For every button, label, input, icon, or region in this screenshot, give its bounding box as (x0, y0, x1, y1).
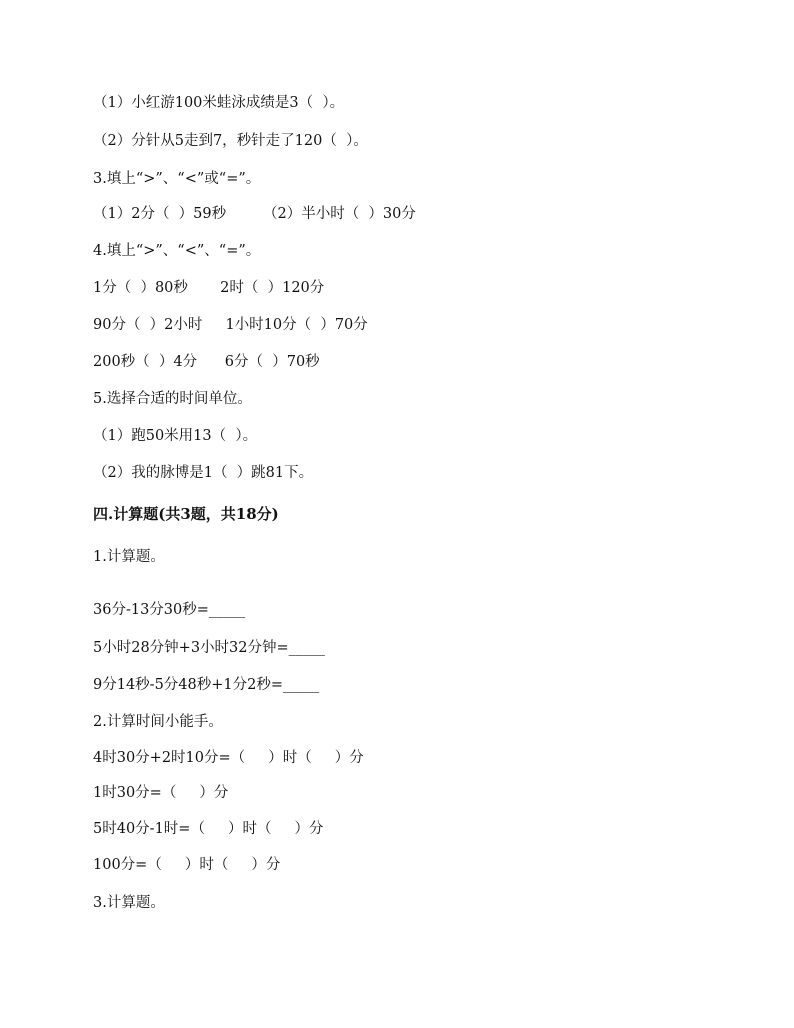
equation-line-1: 36分-13分30秒=_____ (93, 602, 246, 618)
question-line-compare-2c: 200秒（ ）4分 6分（ ）70秒 (93, 354, 320, 370)
subheading-calculation-1: 1.计算题。 (93, 549, 165, 565)
equation-line-2: 5小时28分钟+3小时32分钟=_____ (93, 640, 325, 656)
question-line-minute-hand: （2）分针从5走到7，秒针走了120（ ）。 (93, 133, 368, 149)
equation-line-5: 1时30分=（ ）分 (93, 785, 229, 801)
equation-line-6: 5时40分-1时=（ ）时（ ）分 (93, 821, 324, 837)
section-title-calculation: 四.计算题(共3题，共18分) (93, 505, 279, 523)
subheading-calculation-2: 2.计算时间小能手。 (93, 714, 223, 730)
question-line-compare-2a: 1分（ ）80秒 2时（ ）120分 (93, 280, 325, 296)
question-line-run: （1）跑50米用13（ ）。 (93, 428, 258, 444)
question-line-pulse: （2）我的脉博是1（ ）跳81下。 (93, 465, 314, 481)
equation-line-3: 9分14秒-5分48秒+1分2秒=_____ (93, 677, 320, 693)
subheading-calculation-3: 3.计算题。 (93, 895, 165, 911)
section-heading-compare-1: 3.填上“>”、“<”或“=”。 (93, 171, 261, 187)
equation-line-7: 100分=（ ）时（ ）分 (93, 857, 281, 873)
question-line-compare-1: （1）2分（ ）59秒 （2）半小时（ ）30分 (93, 206, 416, 222)
question-line-frog-swim: （1）小红游100米蛙泳成绩是3（ ）。 (93, 95, 345, 111)
equation-line-4: 4时30分+2时10分=（ ）时（ ）分 (93, 750, 364, 766)
section-heading-compare-2: 4.填上“>”、“<”、“=”。 (93, 243, 261, 259)
section-heading-time-unit: 5.选择合适的时间单位。 (93, 391, 252, 407)
question-line-compare-2b: 90分（ ）2小时 1小时10分（ ）70分 (93, 317, 368, 333)
